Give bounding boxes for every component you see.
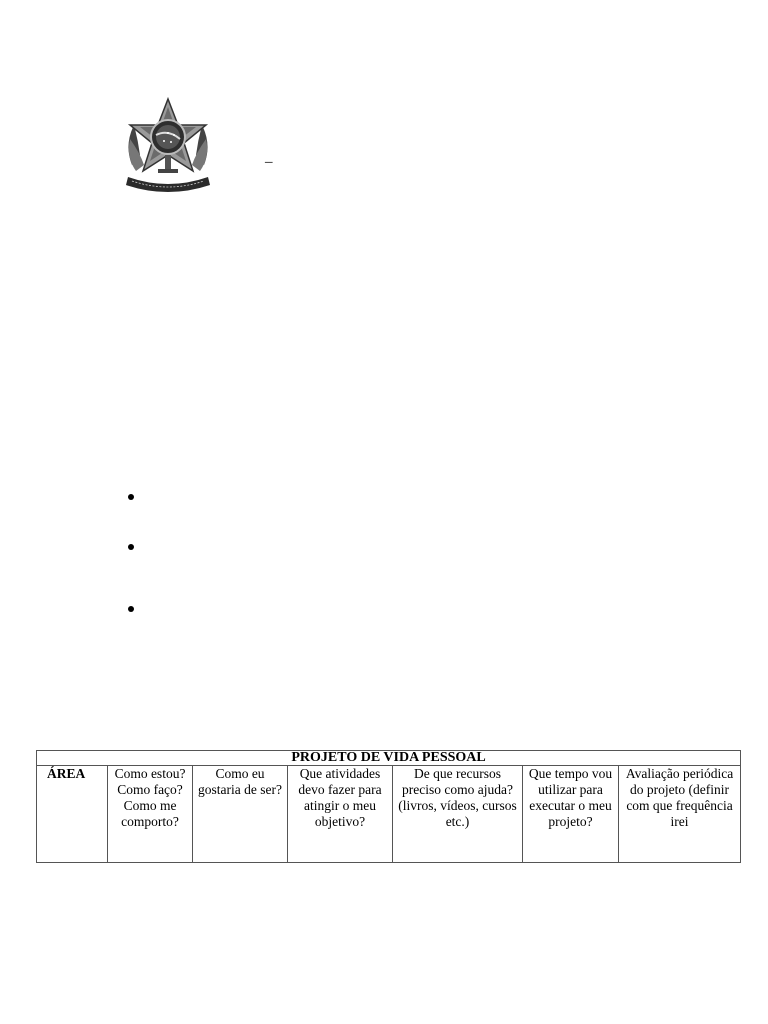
column-header-desired-state: Como eu gostaria de ser? xyxy=(193,766,288,863)
bullet-icon xyxy=(128,606,134,612)
header-dash: _ xyxy=(265,149,273,165)
bullet-icon xyxy=(128,494,134,500)
column-header-time: Que tempo vou utilizar para executar o meu projeto? xyxy=(523,766,619,863)
column-header-resources: De que recursos preciso como ajuda? (livros, vídeos, cursos etc.) xyxy=(393,766,523,863)
brazil-coat-of-arms-icon xyxy=(118,95,218,195)
column-header-current-state: Como estou? Como faço? Como me comporto? xyxy=(108,766,193,863)
table-title: PROJETO DE VIDA PESSOAL xyxy=(37,751,741,766)
bullet-icon xyxy=(128,544,134,550)
column-header-evaluation: Avaliação periódica do projeto (definir com que frequência irei xyxy=(619,766,741,863)
column-header-activities: Que atividades devo fazer para atingir o meu objetivo? xyxy=(288,766,393,863)
life-project-table xyxy=(36,750,741,863)
column-header-area: ÁREA xyxy=(37,766,108,863)
table-header-row xyxy=(37,766,741,863)
